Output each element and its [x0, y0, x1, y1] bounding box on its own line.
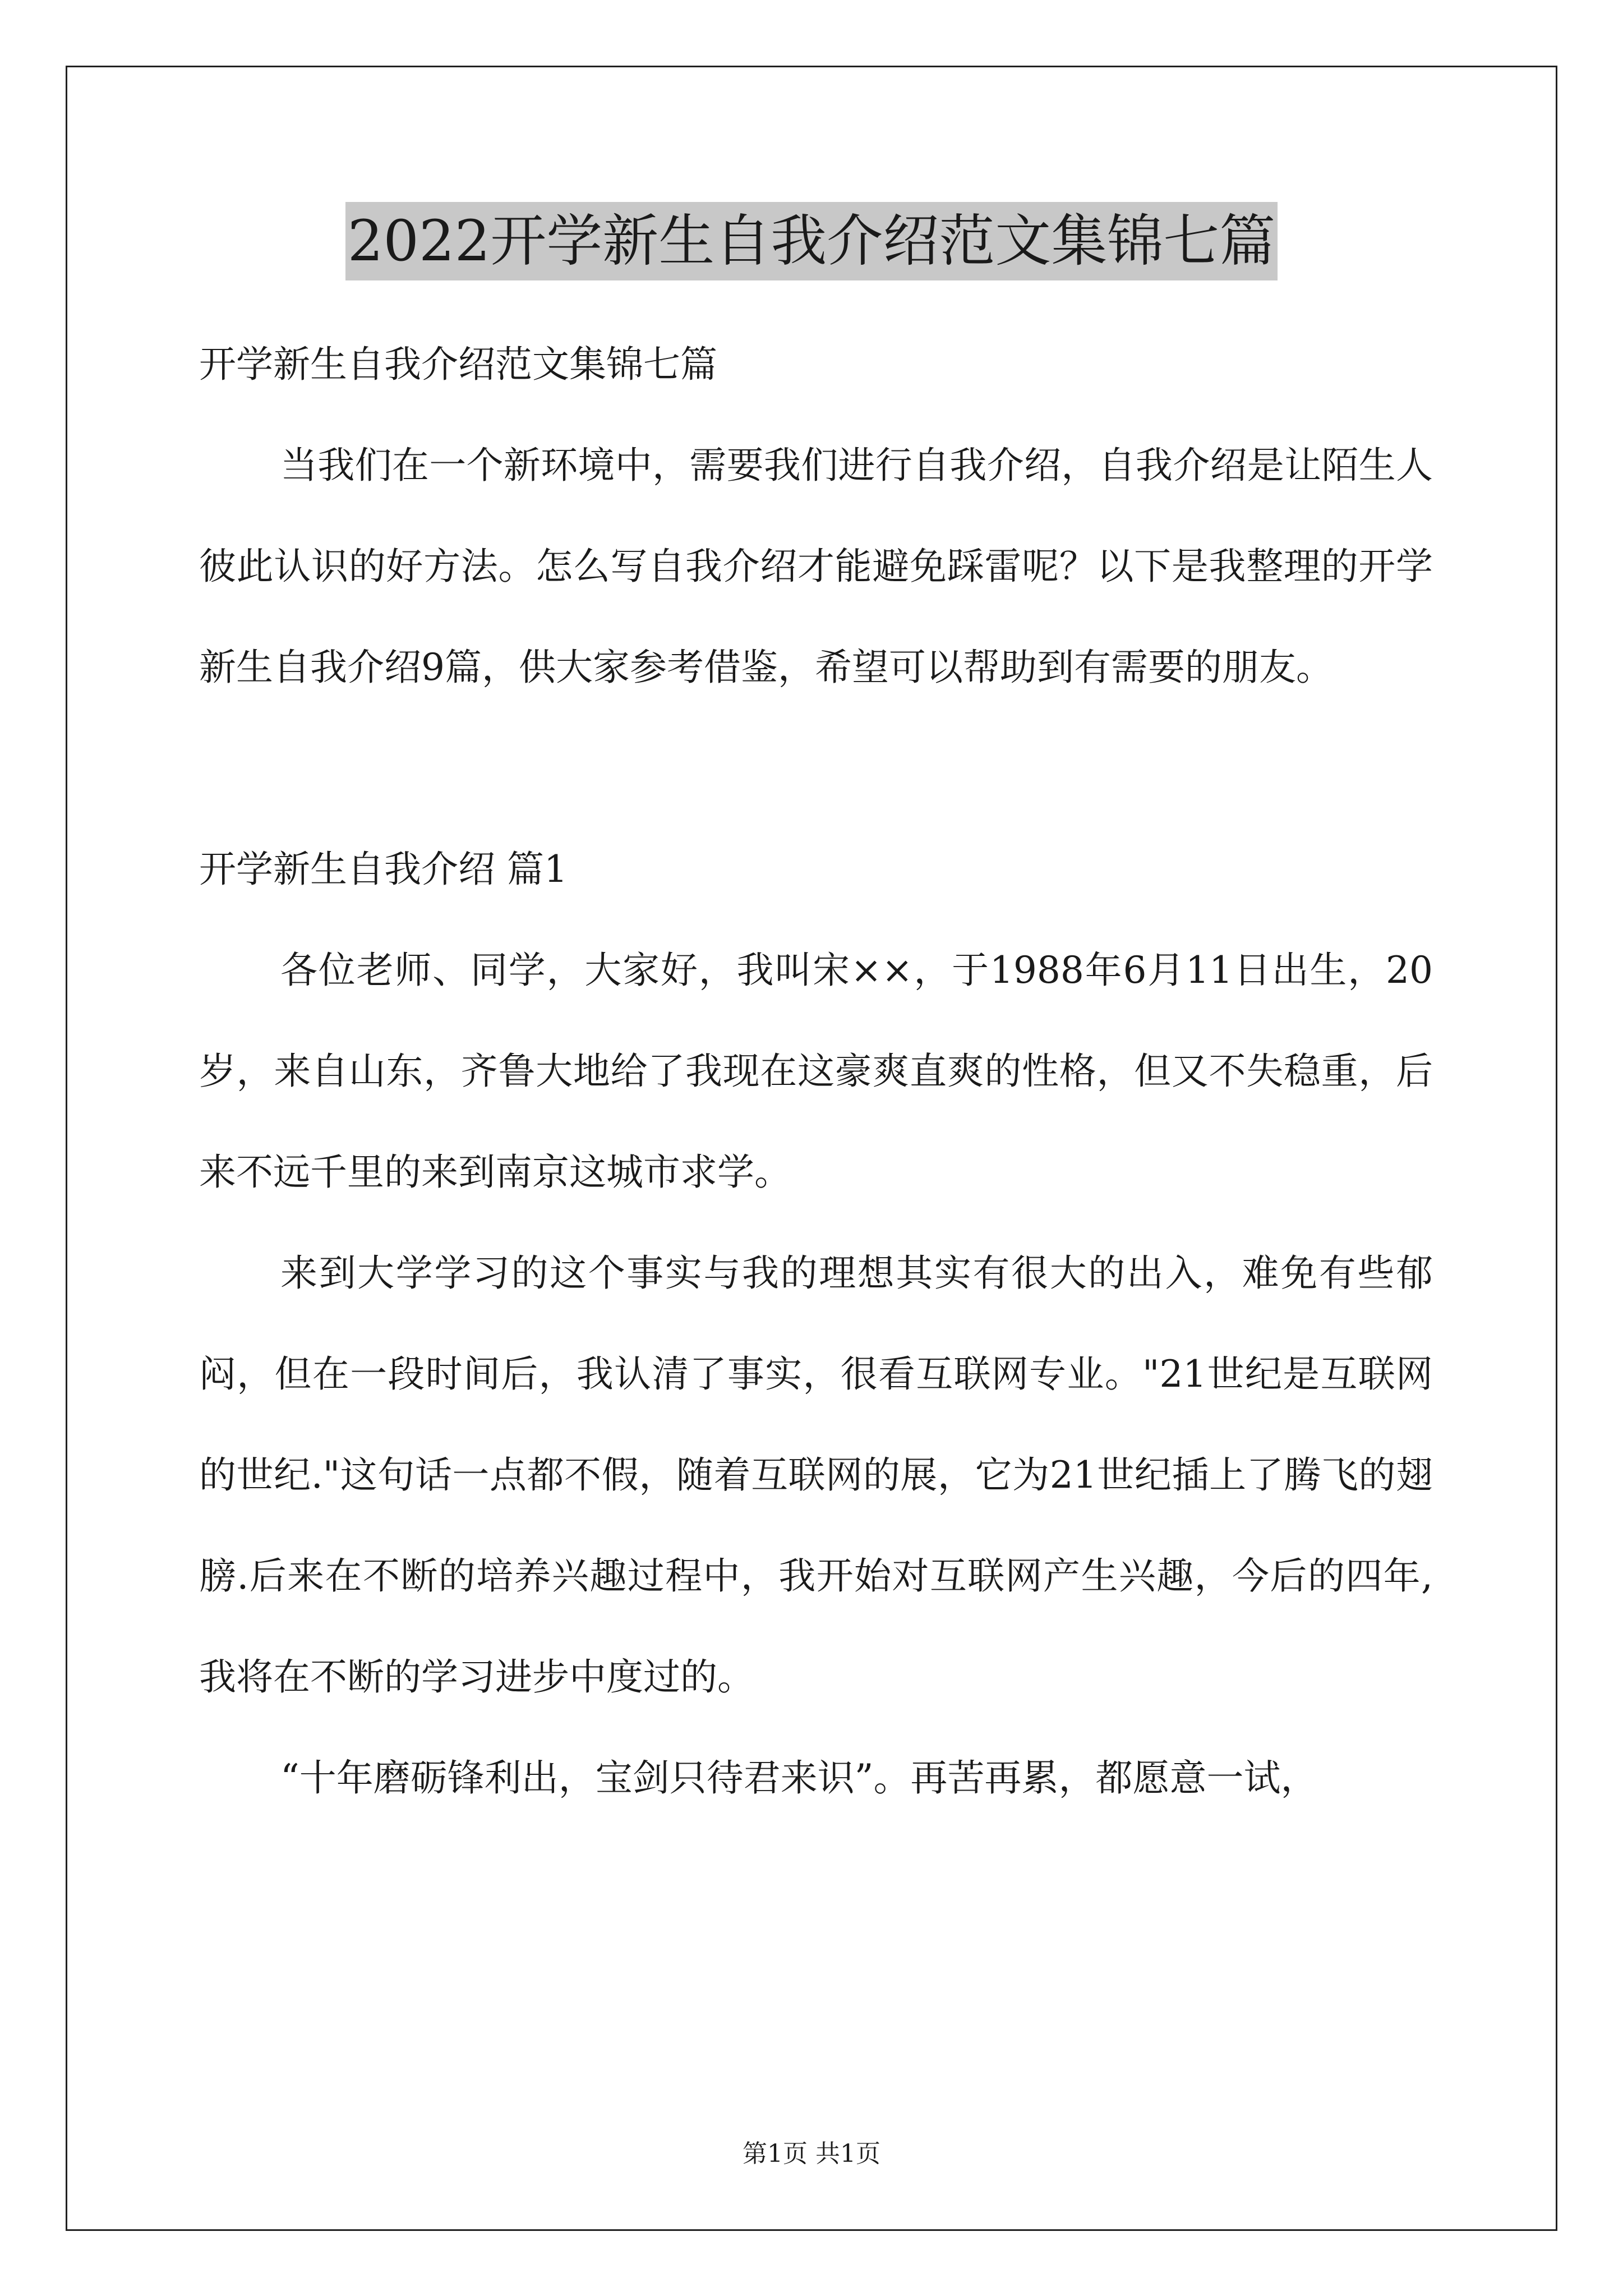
page-footer: 第1页 共1页: [743, 2139, 880, 2168]
document-body: [199, 314, 1433, 1829]
body-paragraph: 各位老师、同学，大家好，我叫宋××，于1988年6月11日出生，20岁，来自山东，齐鲁大地给了我现在这豪爽直爽的性格，但又不失稳重，后来不远千里的来到南京这城市求学。: [199, 949, 1433, 1194]
body-paragraph: 来到大学学习的这个事实与我的理想其实有很大的出入，难免有些郁闷，但在一段时间后，我认清了事实，很看互联网专业。"21世纪是互联网的世纪."这句话一点都不假，随着互联网的展，它为21世纪插上了腾飞的翅膀.后来在不断的培养兴趣过程中，我开始对互联网产生兴趣，今后的四年,我将在不断的学习进步中度过的。: [199, 1251, 1433, 1699]
document-title: 2022开学新生自我介绍范文集锦七篇: [345, 202, 1278, 280]
section-heading: 开学新生自我介绍 篇1: [199, 848, 568, 891]
document-subtitle: 开学新生自我介绍范文集锦七篇: [199, 343, 717, 386]
intro-paragraph: 当我们在一个新环境中，需要我们进行自我介绍，自我介绍是让陌生人彼此认识的好方法。怎么写自我介绍才能避免踩雷呢？以下是我整理的开学新生自我介绍9篇，供大家参考借鉴，希望可以帮助到有需要的朋友。: [199, 444, 1433, 689]
section-spacer: [199, 718, 1433, 819]
body-paragraph: “十年磨砺锋利出，宝剑只待君来识”。再苦再累，都愿意一试，: [280, 1756, 1318, 1800]
title-wrapper: [0, 202, 1623, 280]
